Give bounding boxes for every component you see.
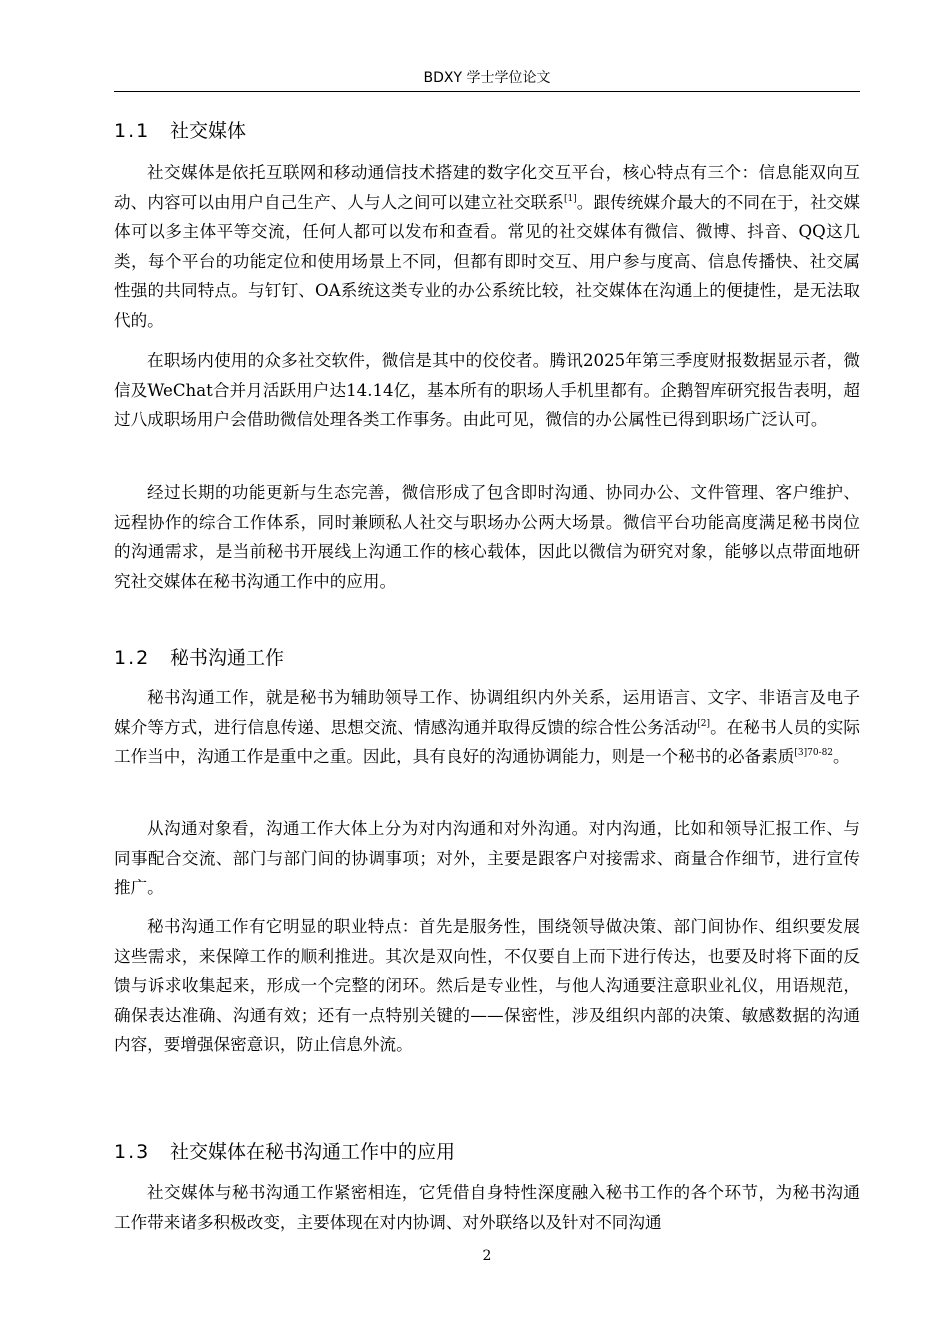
section-number: 1.2	[114, 647, 151, 669]
section-heading-1-1	[114, 118, 246, 144]
section-heading-1-3	[114, 1139, 455, 1165]
citation: [2]	[697, 718, 711, 729]
section-number: 1.1	[114, 120, 151, 142]
section-title: 社交媒体在秘书沟通工作中的应用	[170, 1141, 456, 1163]
paragraph: 秘书沟通工作有它明显的职业特点：首先是服务性，围绕领导做决策、部门间协作、组织要发展这些需求，来保障工作的顺利推进。其次是双向性，不仅要自上而下进行传达，也要及时将下面的反馈与诉求收集起来，形成一个完整的闭环。然后是专业性，与他人沟通要注意职业礼仪，用语规范，确保表达准确、沟通有效；还有一点特别关键的——保密性，涉及组织内部的决策、敏感数据的沟通内容，要增强保密意识，防止信息外流。	[114, 917, 860, 1055]
paragraph: 社交媒体与秘书沟通工作紧密相连，它凭借自身特性深度融入秘书工作的各个环节，为秘书沟通工作带来诸多积极改变，主要体现在对内协调、对外联络以及针对不同沟通	[114, 1183, 860, 1232]
section-title: 社交媒体	[170, 120, 247, 142]
citation: [3]70-82	[794, 748, 834, 759]
header-rule	[114, 91, 860, 92]
section-title: 秘书沟通工作	[170, 647, 285, 669]
page-number: 2	[482, 1248, 492, 1264]
paragraph: 社交媒体是依托互联网和移动通信技术搭建的数字化交互平台，核心特点有三个：信息能双向互动、内容可以由用户自己生产、人与人之间可以建立社交联系[1]。跟传统媒介最大的不同在于，社交媒体可以多主体平等交流，任何人都可以发布和查看。常见的社交媒体有微信、微博、抖音、QQ这几类，每个平台的功能定位和使用场景上不同，但都有即时交互、用户参与度高、信息传播快、社交属性强的共同特点。与钉钉、OA系统这类专业的办公系统比较，社交媒体在沟通上的便捷性，是无法取代的。	[114, 163, 861, 330]
paragraph: 在职场内使用的众多社交软件，微信是其中的佼佼者。腾讯2025年第三季度财报数据显示者，微信及WeChat合并月活跃用户达14.14亿，基本所有的职场人手机里都有。企鹅智库研究报告表明，超过八成职场用户会借助微信处理各类工作事务。由此可见，微信的办公属性已得到职场广泛认可。	[114, 351, 860, 430]
page-header-title: BDXY 学士学位论文	[423, 70, 551, 86]
citation: [1]	[563, 193, 577, 204]
section-heading-1-2	[114, 645, 284, 671]
paragraph: 秘书沟通工作，就是秘书为辅助领导工作、协调组织内外关系，运用语言、文字、非语言及电子媒介等方式，进行信息传递、思想交流、情感沟通并取得反馈的综合性公务活动[2]。在秘书人员的实际工作当中，沟通工作是重中之重。因此，具有良好的沟通协调能力，则是一个秘书的必备素质$^{[3]70-82}$。	[114, 688, 860, 767]
section-number: 1.3	[114, 1141, 151, 1163]
paragraph: 从沟通对象看，沟通工作大体上分为对内沟通和对外沟通。对内沟通，比如和领导汇报工作、与同事配合交流、部门与部门间的协调事项；对外，主要是跟客户对接需求、商量合作细节，进行宣传推广。	[114, 819, 860, 898]
paragraph: 经过长期的功能更新与生态完善，微信形成了包含即时沟通、协同办公、文件管理、客户维护、远程协作的综合工作体系，同时兼顾私人社交与职场办公两大场景。微信平台功能高度满足秘书岗位的沟通需求，是当前秘书开展线上沟通工作的核心载体，因此以微信为研究对象，能够以点带面地研究社交媒体在秘书沟通工作中的应用。	[114, 483, 860, 591]
